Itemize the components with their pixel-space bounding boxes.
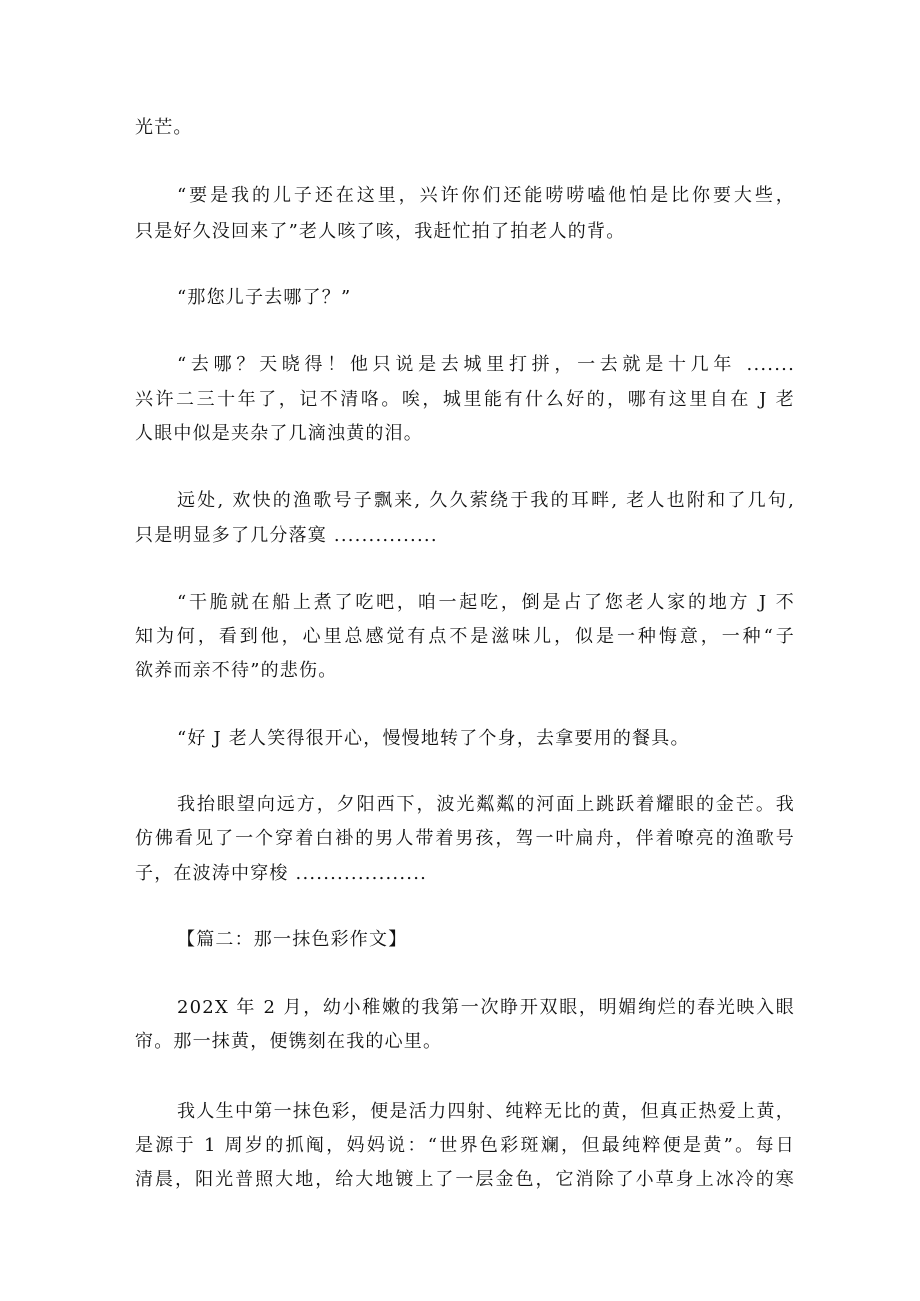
- text-line: 我抬眼望向远方，夕阳西下，波光粼粼的河面上跳跃着耀眼的金芒。我: [177, 794, 795, 815]
- text-line: 欲养而亲不待”的悲伤。: [135, 660, 338, 681]
- text-line: 子，在波涛中穿梭 ...................: [135, 863, 428, 884]
- text-line: “好 J 老人笑得很开心，慢慢地转了个身，去拿要用的餐具。: [177, 728, 690, 749]
- text-line: 我人生中第一抹色彩，便是活力四射、纯粹无比的黄，但真正热爱上黄，: [177, 1101, 795, 1122]
- text-line: 是源于 1 周岁的抓阄，妈妈说：“世界色彩斑斓，但最纯粹便是黄”。每日: [135, 1135, 795, 1156]
- text-line: 兴许二三十年了，记不清咯。唉，城里能有什么好的，哪有这里自在 J 老: [135, 389, 795, 410]
- text-line: 202X 年 2 月，幼小稚嫩的我第一次睁开双眼，明媚绚烂的春光映入眼: [177, 997, 795, 1018]
- text-line: 远处, 欢快的渔歌号子飘来, 久久萦绕于我的耳畔, 老人也附和了几句,: [177, 490, 795, 511]
- text-line: “那您儿子去哪了？”: [177, 287, 352, 308]
- text-line: 帘。那一抹黄，便镌刻在我的心里。: [135, 1031, 443, 1052]
- text-line: 人眼中似是夹杂了几滴浊黄的泪。: [135, 423, 423, 444]
- text-line: 只是好久没回来了”老人咳了咳，我赶忙拍了拍老人的背。: [135, 221, 626, 242]
- text-line: 仿佛看见了一个穿着白褂的男人带着男孩，驾一叶扁舟，伴着嘹亮的渔歌号: [135, 828, 795, 849]
- text-line: 清晨，阳光普照大地，给大地镀上了一层金色，它消除了小草身上冰冷的寒: [135, 1169, 795, 1190]
- text-line: “干脆就在船上煮了吃吧，咱一起吃，倒是占了您老人家的地方 J 不: [177, 592, 795, 613]
- text-line: 光芒。: [135, 117, 193, 138]
- text-line: 只是明显多了几分落寞 ...............: [135, 525, 438, 546]
- text-line: “去哪？天晓得！他只说是去城里打拼，一去就是十几年 .......: [177, 354, 795, 375]
- text-line: 知为何，看到他，心里总感觉有点不是滋味儿，似是一种悔意，一种“子: [135, 626, 795, 647]
- text-line: “要是我的儿子还在这里，兴许你们还能唠唠嗑他怕是比你要大些，: [177, 185, 795, 206]
- section-heading: 【篇二：那一抹色彩作文】: [177, 929, 408, 950]
